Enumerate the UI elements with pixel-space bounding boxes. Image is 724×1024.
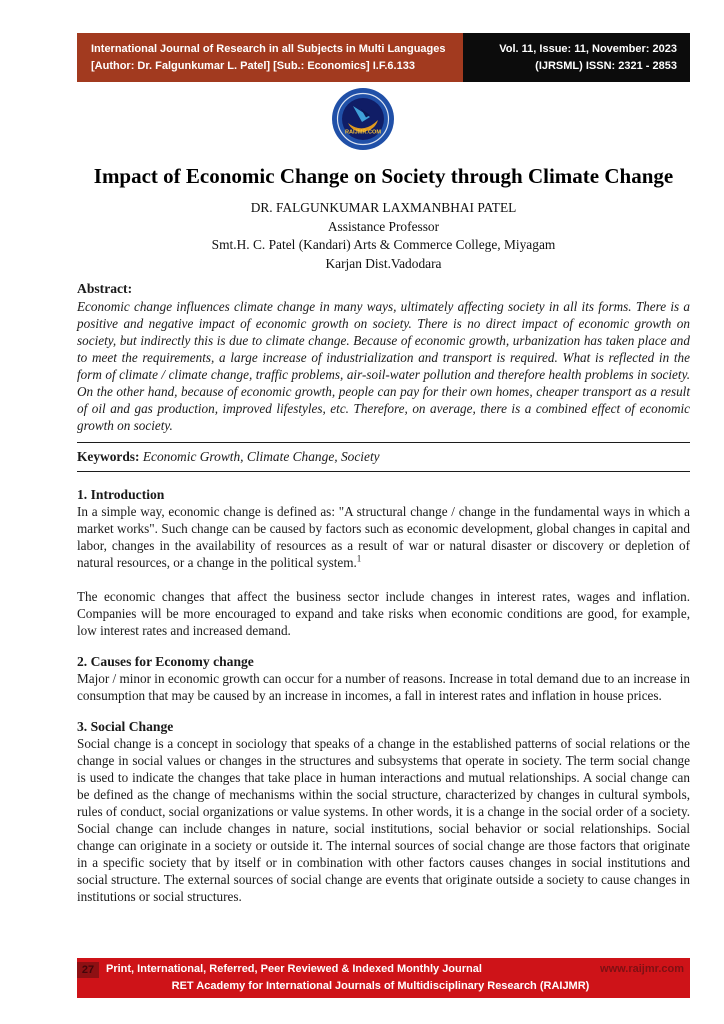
- journal-title: International Journal of Research in all Subjects in Multi Languages: [91, 43, 446, 55]
- footer-academy: RET Academy for International Journals of Multidisciplinary Research (RAIJMR): [171, 980, 590, 992]
- footer-bar: [77, 958, 690, 998]
- volume-issue-info: Vol. 11, Issue: 11, November: 2023: [499, 43, 677, 55]
- keywords-row: [77, 448, 690, 466]
- divider-line: [77, 471, 690, 472]
- paper-title: Impact of Economic Change on Society through Climate Change: [93, 164, 674, 188]
- footer-website: www.raijmr.com: [600, 963, 684, 975]
- author-subject-line: [Author: Dr. Falgunkumar L. Patel] [Sub.: Economics] I.F.6.133: [91, 60, 415, 72]
- keywords-label: Keywords:: [77, 449, 140, 464]
- divider-line: [77, 442, 690, 443]
- page-content: [77, 0, 690, 905]
- author-block: [77, 200, 690, 272]
- section-social-change: [77, 718, 690, 905]
- abstract-text: Economic change influences climate change in many ways, ultimately affecting society in all its forms. There is a positive and negative impact of economic growth on society. There is no direct impact of economic growth on society, but indirectly this is due to climate change. Because of economic growth, urbanization has taken place and to meet the requirements, a large increase of industrialization and transport is required. What is reflected in the form of climate / climate change, traffic problems, air-soil-water pollution and therefore health problems in society. On the other hand, because of economic growth, people can pay for their own homes, cheaper transport as a result of oil and gas production, improved lifestyles, etc. Therefore, on average, there is a combined effect of economic growth on society.: [77, 299, 690, 433]
- paragraph-text: In a simple way, economic change is defined as: "A structural change / change in the fundamental ways in which a market works". Such change can be caused by factors such as economic development, global changes in capital and labor, changes in the availability of resources as a result of war or natural disaster or discovery or depletion of natural resources, or a change in the political system.: [77, 504, 690, 570]
- author-affiliation: Smt.H. C. Patel (Kandari) Arts & Commerce College, Miyagam: [211, 237, 556, 252]
- page-number: 27: [77, 962, 99, 978]
- paragraph: Major / minor in economic growth can occur for a number of reasons. Increase in total demand due to an increase in consumption that may be caused by an increase in incomes, a fall in interest rates and inflation in house prices.: [77, 671, 690, 703]
- raijmr-logo-icon: [331, 87, 395, 151]
- journal-header-bar: [77, 33, 690, 82]
- footer-journal-type: Print, International, Referred, Peer Reviewed & Indexed Monthly Journal: [106, 963, 482, 975]
- section-heading: 1. Introduction: [77, 487, 165, 502]
- section-heading: 2. Causes for Economy change: [77, 654, 254, 669]
- paragraph: Social change is a concept in sociology that speaks of a change in the established patterns of social relations or the change in social values or changes in the structures and subsystems that operate in society. The term social change is used to indicate the changes that take place in human interactions and mutual relationships. A social change can be defined as the change of mechanisms within the social structure, characterized by changes in cultural symbols, rules of conduct, social organizations or value systems. In other words, it is a change in the social order of a society. Social change can include changes in nature, social institutions, social behavior or social relationships. Social change can originate in a society or outside it. The internal sources of social change are those factors that originate in a specific society that by itself or in combination with other factors causes changes in social institutions and social structure. The external sources of social change are events that originate outside a society to cause changes in institutions or social structures.: [77, 736, 690, 904]
- logo-row: [77, 87, 690, 151]
- section-heading: 3. Social Change: [77, 719, 174, 734]
- paragraph: [77, 503, 690, 571]
- author-designation: Assistance Professor: [327, 218, 440, 234]
- issn-info: (IJRSML) ISSN: 2321 - 2853: [535, 60, 677, 72]
- author-name: DR. FALGUNKUMAR LAXMANBHAI PATEL: [250, 200, 517, 215]
- section-introduction: [77, 486, 690, 639]
- keywords-list: Economic Growth, Climate Change, Society: [142, 449, 380, 464]
- journal-header-left: [77, 33, 463, 82]
- paragraph: The economic changes that affect the business sector include changes in interest rates, wages and inflation. Companies will be more encouraged to expand and take risks when economic conditions are good, for example, low interest rates and increased demand.: [77, 589, 690, 638]
- footnote-marker: 1: [356, 553, 362, 564]
- journal-header-right: [463, 33, 690, 82]
- section-causes: [77, 653, 690, 704]
- logo-text: RAIJMR.COM: [344, 129, 382, 136]
- author-location: Karjan Dist.Vadodara: [325, 255, 442, 271]
- abstract-heading: Abstract:: [77, 281, 133, 296]
- footer-line1: [77, 961, 684, 978]
